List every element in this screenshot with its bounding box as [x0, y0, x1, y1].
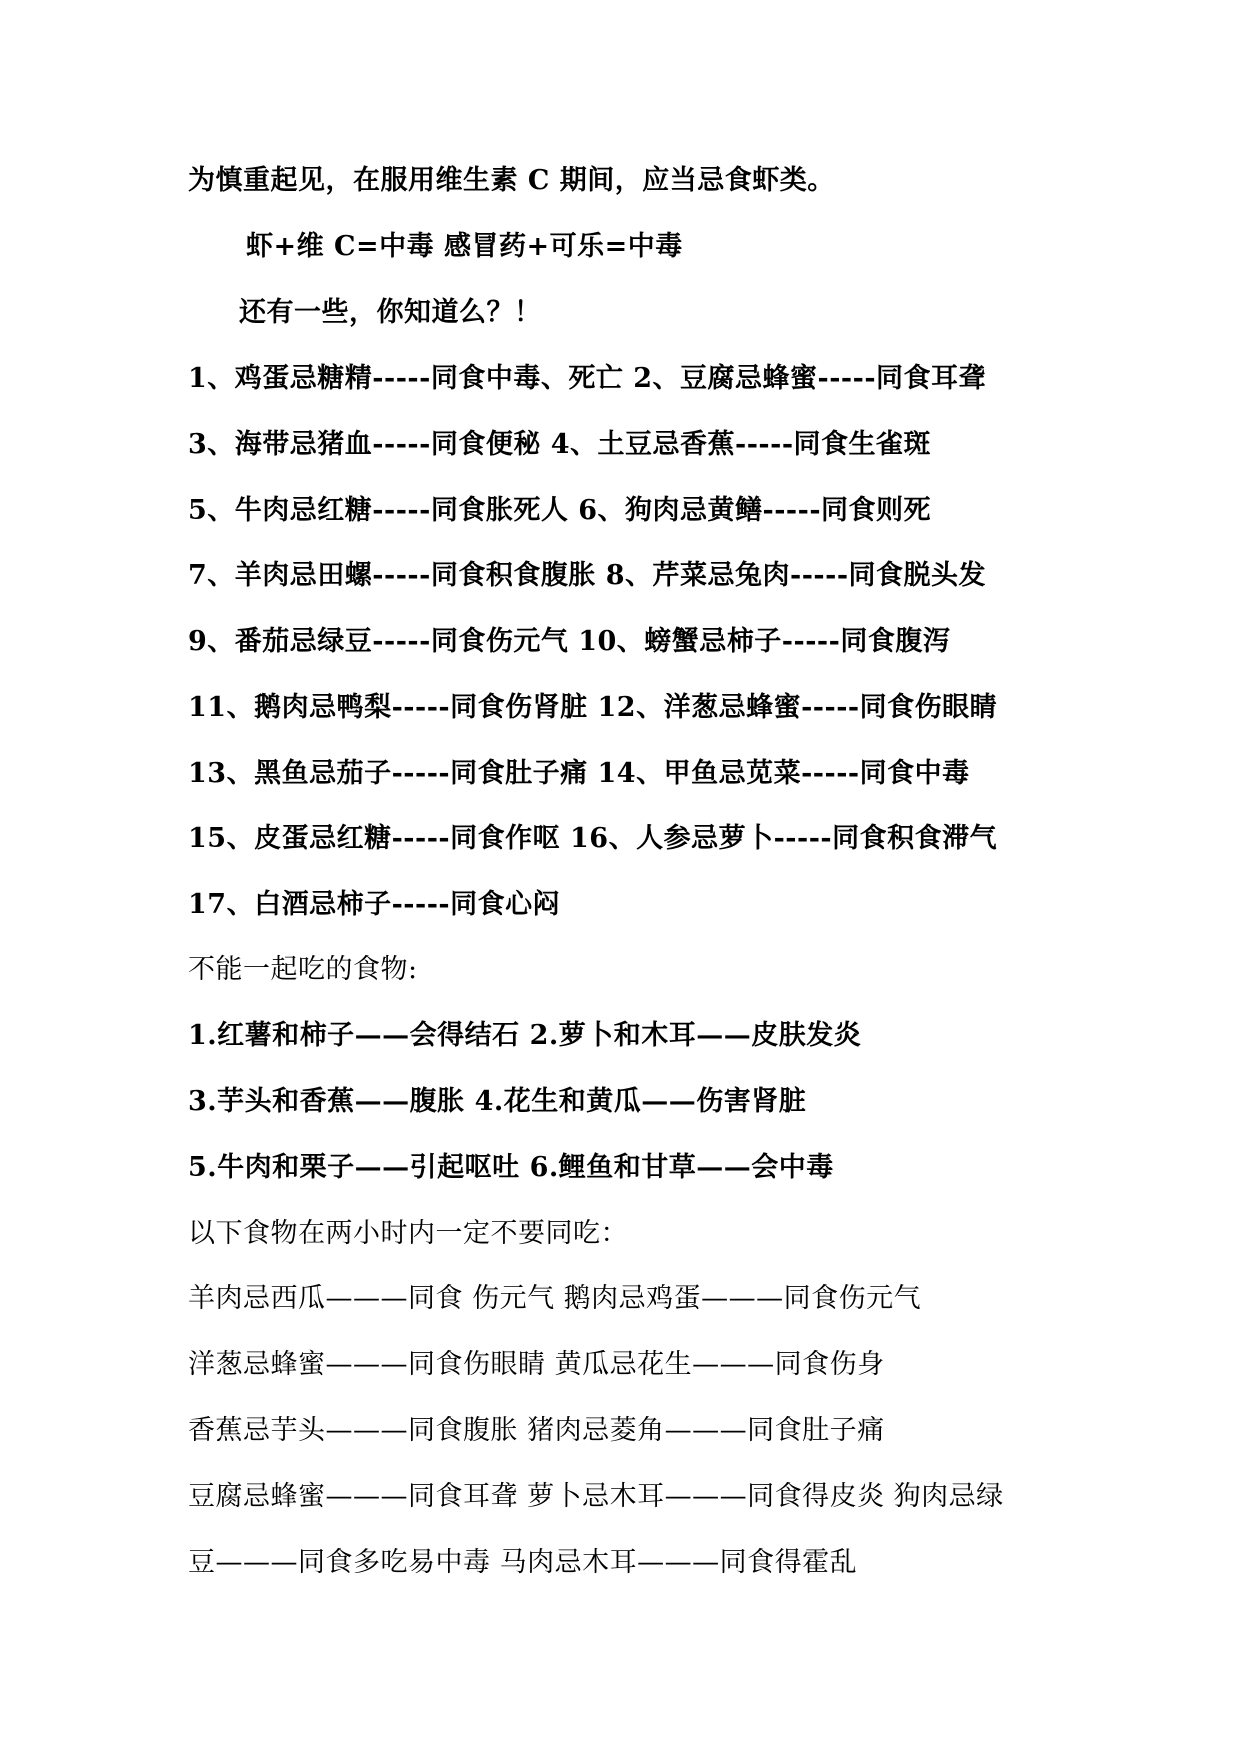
- section3-heading: 以下食物在两小时内一定不要同吃：: [188, 1218, 628, 1249]
- section3-item: 香蕉忌芋头———同食腹胀 猪肉忌菱角———同食肚子痛: [188, 1415, 885, 1446]
- section2-item: 3.芋头和香蕉——腹胀 4.花生和黄瓜——伤害肾脏: [188, 1086, 807, 1117]
- section3-item: 豆———同食多吃易中毒 马肉忌木耳———同食得霍乱: [188, 1547, 858, 1578]
- list1-item: 15、皮蛋忌红糖-----同食作呕 16、人参忌萝卜-----同食积食滞气: [188, 823, 998, 854]
- list1-item: 7、羊肉忌田螺-----同食积食腹胀 8、芹菜忌兔肉-----同食脱头发: [188, 560, 987, 591]
- section3-item: 豆腐忌蜂蜜———同食耳聋 萝卜忌木耳———同食得皮炎 狗肉忌绿: [188, 1481, 1004, 1512]
- section3-item: 羊肉忌西瓜———同食 伤元气 鹅肉忌鸡蛋———同食伤元气: [188, 1283, 922, 1314]
- section3-item: 洋葱忌蜂蜜———同食伤眼睛 黄瓜忌花生———同食伤身: [188, 1349, 885, 1380]
- intro-line-1: 为慎重起见，在服用维生素 C 期间，应当忌食虾类。: [188, 165, 835, 196]
- list1-item: 11、鹅肉忌鸭梨-----同食伤肾脏 12、洋葱忌蜂蜜-----同食伤眼睛: [188, 692, 998, 723]
- list1-item: 1、鸡蛋忌糖精-----同食中毒、死亡 2、豆腐忌蜂蜜-----同食耳聋: [188, 363, 987, 394]
- section2-heading: 不能一起吃的食物:: [188, 954, 418, 985]
- list1-item: 17、白酒忌柿子-----同食心闷: [188, 889, 561, 920]
- list1-item: 13、黑鱼忌茄子-----同食肚子痛 14、甲鱼忌苋菜-----同食中毒: [188, 758, 970, 789]
- intro-line-3: 还有一些，你知道么？！: [239, 297, 542, 328]
- list1-item: 3、海带忌猪血-----同食便秘 4、土豆忌香蕉-----同食生雀斑: [188, 429, 932, 460]
- intro-line-2: 虾+维 C=中毒 感冒药+可乐=中毒: [246, 231, 683, 262]
- list1-item: 9、番茄忌绿豆-----同食伤元气 10、螃蟹忌柿子-----同食腹泻: [188, 626, 951, 657]
- list1-item: 5、牛肉忌红糖-----同食胀死人 6、狗肉忌黄鳝-----同食则死: [188, 495, 932, 526]
- section2-item: 1.红薯和柿子——会得结石 2.萝卜和木耳——皮肤发炎: [188, 1020, 862, 1051]
- section2-item: 5.牛肉和栗子——引起呕吐 6.鲤鱼和甘草——会中毒: [188, 1152, 834, 1183]
